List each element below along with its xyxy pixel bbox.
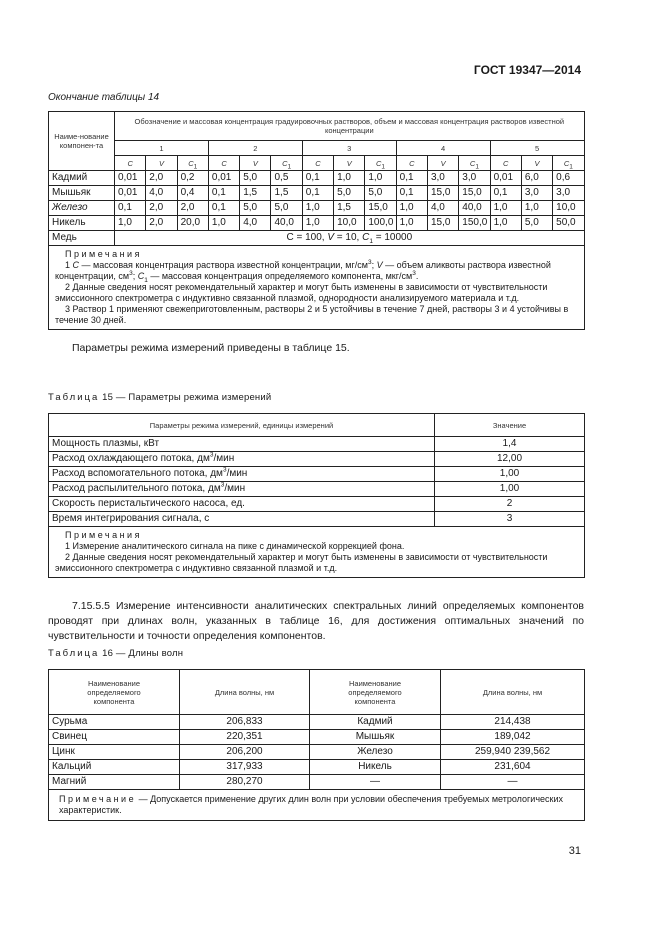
t14-sublabel: V xyxy=(334,156,365,171)
t16-name-1: Сурьма xyxy=(49,715,180,730)
table15-caption: Таблица 15 — Параметры режима измерений xyxy=(48,392,272,403)
t14-cell: 0,01 xyxy=(208,171,239,186)
table-row xyxy=(49,452,585,467)
t15-param: Расход вспомогательного потока, $дм^3$/мин xyxy=(49,467,435,482)
table-row xyxy=(49,497,585,512)
t14-copper-name: Медь xyxy=(49,231,115,246)
t16-wave-2: 231,604 xyxy=(441,760,585,775)
table-row xyxy=(49,745,585,760)
t14-sublabel: C xyxy=(302,156,333,171)
t15-param: Мощность плазмы, кВт xyxy=(49,437,435,452)
t14-cell: 0,4 xyxy=(177,186,208,201)
t14-cell: 2,0 xyxy=(146,201,177,216)
t14-cell: 5,0 xyxy=(334,186,365,201)
t16-name-1: Свинец xyxy=(49,730,180,745)
t14-cell: 1,5 xyxy=(271,186,302,201)
t14-group-number: 1 xyxy=(115,141,209,156)
t14-cell: 20,0 xyxy=(177,216,208,231)
table-row xyxy=(49,730,585,745)
t14-cell: 0,1 xyxy=(115,201,146,216)
t14-cell: 6,0 xyxy=(521,171,552,186)
t14-cell: 5,0 xyxy=(365,186,396,201)
table-row xyxy=(49,775,585,790)
table-row xyxy=(49,467,585,482)
t14-cell: 1,0 xyxy=(521,201,552,216)
t14-cell: 1,5 xyxy=(334,201,365,216)
table-row xyxy=(49,216,585,231)
t14-sublabel: V xyxy=(521,156,552,171)
t16-wave-1: 206,833 xyxy=(180,715,310,730)
t14-cell: 0,01 xyxy=(490,171,521,186)
table-row xyxy=(49,437,585,452)
t14-cell: 5,0 xyxy=(240,171,271,186)
t15-col-value: Значение xyxy=(435,414,585,437)
t14-cell: 15,0 xyxy=(427,216,458,231)
t14-cell: 3,0 xyxy=(521,186,552,201)
table14-continuation-label: Окончание таблицы 14 xyxy=(48,92,160,103)
t16-col-wave-2: Длина волны, нм xyxy=(441,670,585,715)
t15-param: Расход охлаждающего потока, $дм^3$/мин xyxy=(49,452,435,467)
t14-group-number: 2 xyxy=(208,141,302,156)
t15-value: 3 xyxy=(435,512,585,527)
t14-sublabel: C xyxy=(208,156,239,171)
t14-cell: 0,1 xyxy=(396,171,427,186)
t14-cell: 0,1 xyxy=(302,186,333,201)
t14-sublabel: $C_1$ xyxy=(365,156,396,171)
t16-name-1: Цинк xyxy=(49,745,180,760)
t14-cell: 2,0 xyxy=(146,171,177,186)
t14-sublabel-row xyxy=(49,156,585,171)
t14-cell: 15,0 xyxy=(427,186,458,201)
t14-notes xyxy=(49,246,585,330)
t16-wave-1: 206,200 xyxy=(180,745,310,760)
t16-wave-2: 189,042 xyxy=(441,730,585,745)
t14-sublabel: $C_1$ xyxy=(459,156,490,171)
t14-cell: 1,5 xyxy=(240,186,271,201)
t14-cell: 5,0 xyxy=(271,201,302,216)
t16-name-2: Мышьяк xyxy=(310,730,441,745)
t14-cell: 1,0 xyxy=(396,201,427,216)
t14-cell: 2,0 xyxy=(177,201,208,216)
t15-param: Время интегрирования сигнала, с xyxy=(49,512,435,527)
t15-value: 2 xyxy=(435,497,585,512)
t14-cell: 4,0 xyxy=(427,201,458,216)
t14-cell: 0,6 xyxy=(553,171,585,186)
t16-wave-1: 280,270 xyxy=(180,775,310,790)
t14-note-1: 1 C — массовая концентрация раствора известной концентрации, $мг/см^3$; V — объем аликвоты раствора известной концентрации, $см^3$; $C_1$ — массовая концентрация определяемого компонента, мкг/$см^3$. xyxy=(55,259,551,284)
paragraph-7-15-5-5: 7.15.5.5 Измерение интенсивности аналитических спектральных линий определяемых компонентов проводят при длинах волн, указанных в таблице 16, для достижения оптимальных значений по чувствительности и точности определения компонентов. xyxy=(48,600,584,642)
t16-note: Примечание — Допускается применение других длин волн при условии обеспечения требуемых метрологических характеристик. xyxy=(49,790,585,821)
t15-note-2: 2 Данные сведения носят рекомендательный характер и могут быть изменены в зависимости от чувствительности эмиссионного спектрометра с индуктивно связанной плазмой и т.д. xyxy=(55,552,548,573)
t14-cell: 3,0 xyxy=(553,186,585,201)
t14-copper-value: C = 100, V = 10, $C_1 = 10000$ xyxy=(115,231,585,246)
t14-cell: 15,0 xyxy=(459,186,490,201)
t14-component-name: Железо xyxy=(49,201,115,216)
table-15 xyxy=(48,413,585,578)
table-row xyxy=(49,201,585,216)
t16-wave-2: 214,438 xyxy=(441,715,585,730)
t15-param: Расход распылительного потока, $дм^3$/мин xyxy=(49,482,435,497)
t14-header-name: Наиме-нование компонен-та xyxy=(49,112,115,171)
t15-value: 1,00 xyxy=(435,482,585,497)
t16-name-2: — xyxy=(310,775,441,790)
table-row xyxy=(49,171,585,186)
table-14 xyxy=(48,111,585,330)
t14-cell: 10,0 xyxy=(553,201,585,216)
t14-cell: 0,5 xyxy=(271,171,302,186)
t14-cell: 3,0 xyxy=(459,171,490,186)
t14-cell: 1,0 xyxy=(302,216,333,231)
t14-cell: 1,0 xyxy=(115,216,146,231)
t14-cell: 0,1 xyxy=(208,201,239,216)
t14-sublabel: C xyxy=(490,156,521,171)
t14-component-name: Кадмий xyxy=(49,171,115,186)
t14-sublabel: V xyxy=(427,156,458,171)
t16-name-1: Магний xyxy=(49,775,180,790)
t14-cell: 3,0 xyxy=(427,171,458,186)
document-id: ГОСТ 19347—2014 xyxy=(473,63,581,77)
t15-col-param: Параметры режима измерений, единицы измерений xyxy=(49,414,435,437)
t15-note-1: 1 Измерение аналитического сигнала на пике с динамической коррекцией фона. xyxy=(65,541,405,551)
table-16 xyxy=(48,669,585,821)
t14-cell: 50,0 xyxy=(553,216,585,231)
t14-cell: 40,0 xyxy=(271,216,302,231)
t14-cell: 1,0 xyxy=(365,171,396,186)
paragraph-table15-ref: Параметры режима измерений приведены в таблице 15. xyxy=(72,342,350,354)
t14-cell: 0,01 xyxy=(115,171,146,186)
t14-group-row xyxy=(49,141,585,156)
t14-sublabel: V xyxy=(146,156,177,171)
t16-col-wave-1: Длина волны, нм xyxy=(180,670,310,715)
t14-cell: 1,0 xyxy=(334,171,365,186)
t14-sublabel: $C_1$ xyxy=(271,156,302,171)
t14-cell: 1,0 xyxy=(208,216,239,231)
t14-group-number: 5 xyxy=(490,141,584,156)
t14-cell: 1,0 xyxy=(396,216,427,231)
t14-cell: 0,1 xyxy=(490,186,521,201)
t14-cell: 1,0 xyxy=(490,216,521,231)
t14-sublabel: C xyxy=(396,156,427,171)
t14-cell: 1,0 xyxy=(302,201,333,216)
t14-notes-title: Примечания xyxy=(65,249,142,259)
t14-cell: 0,1 xyxy=(396,186,427,201)
table16-caption: Таблица 16 — Длины волн xyxy=(48,648,184,659)
t14-cell: 15,0 xyxy=(365,201,396,216)
t14-note-3: 3 Раствор 1 применяют свежеприготовленным, растворы 2 и 5 устойчивы в течение 7 дней, растворы 3 и 4 устойчивы в течение 30 дней. xyxy=(55,304,569,325)
table-row xyxy=(49,512,585,527)
t15-value: 1,00 xyxy=(435,467,585,482)
t14-sublabel: V xyxy=(240,156,271,171)
t14-cell: 0,2 xyxy=(177,171,208,186)
t14-cell: 1,0 xyxy=(490,201,521,216)
t16-name-2: Никель xyxy=(310,760,441,775)
t14-cell: 0,1 xyxy=(208,186,239,201)
t14-cell: 40,0 xyxy=(459,201,490,216)
t14-sublabel: $C_1$ xyxy=(553,156,585,171)
t14-sublabel: $C_1$ xyxy=(177,156,208,171)
t15-notes xyxy=(49,527,585,578)
t14-group-number: 3 xyxy=(302,141,396,156)
table-row xyxy=(49,186,585,201)
t16-wave-2: — xyxy=(441,775,585,790)
table-row xyxy=(49,482,585,497)
t15-value: 1,4 xyxy=(435,437,585,452)
t14-component-name: Мышьяк xyxy=(49,186,115,201)
t14-cell: 150,0 xyxy=(459,216,490,231)
t16-col-name-2: Наименование определяемого компонента xyxy=(310,670,441,715)
t14-note-2: 2 Данные сведения носят рекомендательный характер и могут быть изменены в зависимости от чувствительности эмиссионного спектрометра с индуктивно связанной плазмой, однородности анализируемого материала и т.д. xyxy=(55,282,548,303)
t14-cell: 0,01 xyxy=(115,186,146,201)
t15-param: Скорость перистальтического насоса, ед. xyxy=(49,497,435,512)
t14-cell: 4,0 xyxy=(146,186,177,201)
t14-component-name: Никель xyxy=(49,216,115,231)
t14-sublabel: C xyxy=(115,156,146,171)
t14-cell: 4,0 xyxy=(240,216,271,231)
t14-cell: 10,0 xyxy=(334,216,365,231)
t16-name-2: Кадмий xyxy=(310,715,441,730)
t14-cell: 2,0 xyxy=(146,216,177,231)
t15-value: 12,00 xyxy=(435,452,585,467)
t14-group-number: 4 xyxy=(396,141,490,156)
t16-wave-1: 317,933 xyxy=(180,760,310,775)
table-row xyxy=(49,760,585,775)
t16-name-2: Железо xyxy=(310,745,441,760)
t16-col-name-1: Наименование определяемого компонента xyxy=(49,670,180,715)
t14-header-span: Обозначение и массовая концентрация градуировочных растворов, объем и массовая концентрация растворов известной концентрации xyxy=(115,112,585,141)
t16-name-1: Кальций xyxy=(49,760,180,775)
t14-cell: 5,0 xyxy=(521,216,552,231)
t16-wave-1: 220,351 xyxy=(180,730,310,745)
table-row xyxy=(49,715,585,730)
t15-notes-title: Примечания xyxy=(65,530,142,540)
t14-cell: 5,0 xyxy=(240,201,271,216)
t14-cell: 100,0 xyxy=(365,216,396,231)
t16-wave-2: 259,940 239,562 xyxy=(441,745,585,760)
t14-cell: 0,1 xyxy=(302,171,333,186)
page-number: 31 xyxy=(568,845,581,857)
